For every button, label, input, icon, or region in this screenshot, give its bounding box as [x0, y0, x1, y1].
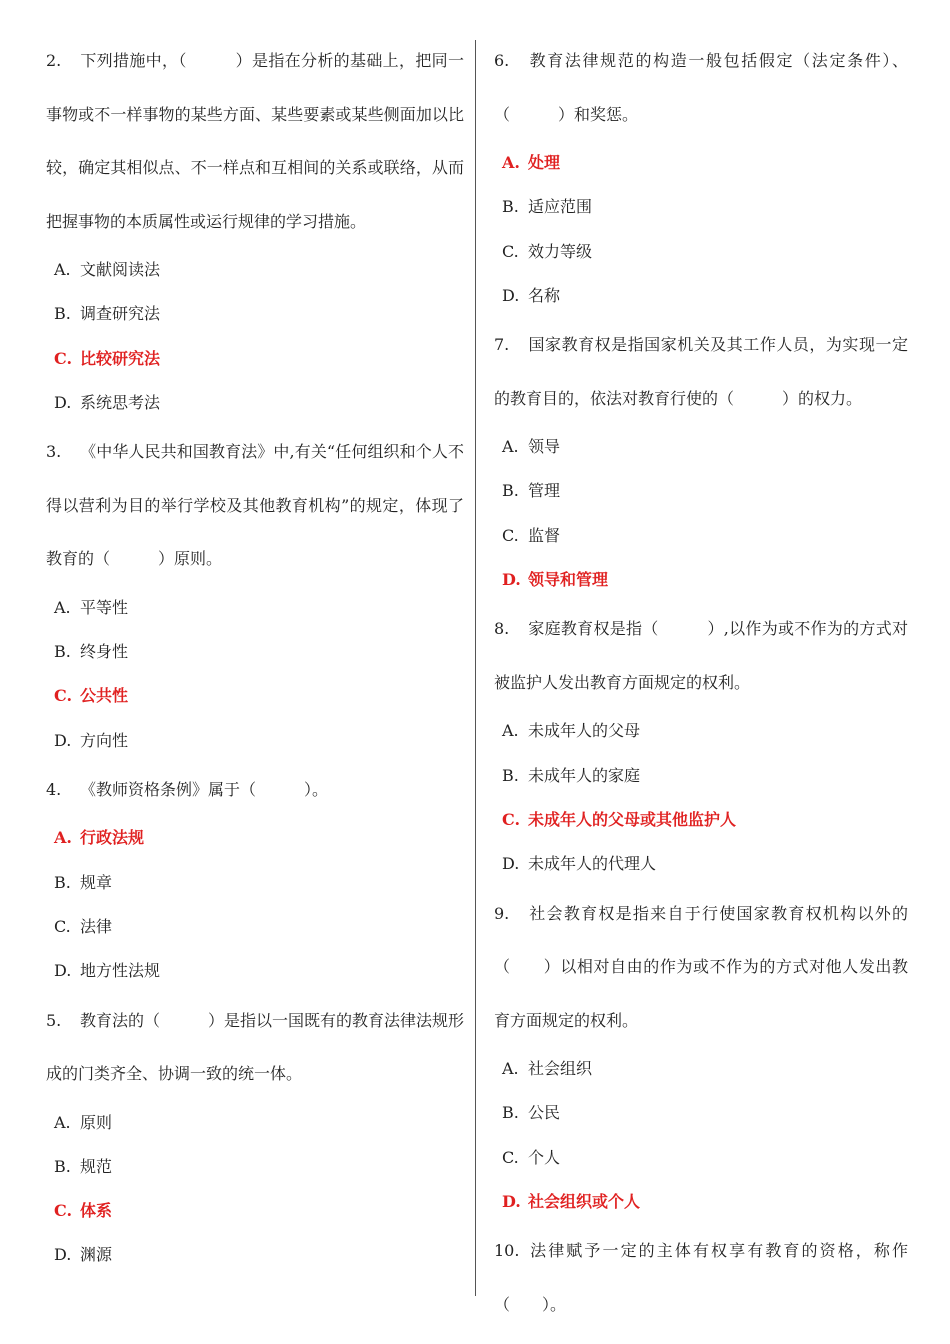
option-correct [494, 558, 908, 602]
option-text: 未成年人的家庭 [528, 765, 641, 785]
option-letter: C. [54, 916, 71, 936]
question-number: 4. [46, 779, 62, 799]
option [494, 425, 908, 469]
option-text: 终身性 [80, 641, 129, 661]
option-letter: B. [502, 765, 519, 785]
option-letter: D. [502, 285, 520, 305]
question [46, 763, 464, 994]
option-text: 比较研究法 [80, 348, 161, 368]
option-correct [494, 141, 908, 185]
option-letter: D. [54, 1245, 72, 1265]
option-text: 平等性 [80, 597, 129, 617]
option [46, 630, 464, 674]
option [494, 754, 908, 798]
option-list [494, 709, 908, 886]
option-text: 渊源 [80, 1245, 113, 1265]
option-correct [494, 798, 908, 842]
option [494, 274, 908, 318]
option-letter: A. [54, 1112, 71, 1132]
option-text: 名称 [528, 285, 561, 305]
option-letter: C. [54, 348, 73, 368]
option [46, 1145, 464, 1189]
question-text [494, 34, 908, 141]
option [46, 949, 464, 993]
option-list [494, 425, 908, 602]
option-letter: C. [502, 1147, 519, 1167]
option-text: 法律 [80, 916, 113, 936]
option [494, 514, 908, 558]
option-correct [46, 674, 464, 718]
option-correct [46, 337, 464, 381]
question-stem: 教育法的（ ）是指以一国既有的教育法律法规形成的门类齐全、协调一致的统一体。 [46, 1010, 465, 1084]
option-list [494, 1047, 908, 1224]
question-text [494, 318, 908, 425]
option-letter: A. [54, 260, 71, 279]
question-stem: 下列措施中，（ ）是指在分析的基础上，把同一事物或不一样事物的某些方面、某些要素或某些侧面加以比较，确定其相似点、不一样点和互相间的关系或联络，从而把握事物的本质属性或运行规律的学习措施。 [46, 51, 464, 231]
option-letter: D. [54, 730, 72, 750]
option-letter: D. [54, 392, 72, 412]
question-number: 8. [494, 619, 510, 639]
option-text: 行政法规 [80, 828, 145, 848]
question-text [46, 994, 464, 1101]
option-letter: A. [54, 828, 72, 848]
option-text: 原则 [80, 1112, 113, 1132]
question-number: 3. [46, 442, 62, 462]
question-stem: 教育法律规范的构造一般包括假定（法定条件）、（ ）和奖惩。 [494, 51, 908, 124]
question-number: 9. [494, 903, 510, 923]
option-letter: A. [502, 437, 519, 457]
question-text [46, 34, 464, 248]
left-column [46, 34, 464, 1278]
option [46, 905, 464, 949]
option-letter: D. [502, 570, 521, 590]
option [494, 1047, 908, 1091]
option [494, 842, 908, 886]
option [494, 185, 908, 229]
option [46, 292, 464, 336]
option [46, 1101, 464, 1145]
question-stem: 社会教育权是指来自于行使国家教育权机构以外的（ ）以相对自由的作为或不作为的方式对他人发出教育方面规定的权利。 [494, 903, 908, 1030]
question-text [494, 887, 908, 1048]
option-correct [46, 1189, 464, 1233]
question-number: 10. [494, 1241, 520, 1261]
option-letter: B. [502, 1103, 519, 1123]
option-letter: A. [502, 1059, 519, 1079]
question-stem: 国家教育权是指国家机关及其工作人员，为实现一定的教育目的，依法对教育行使的（ ）的权力。 [494, 335, 908, 408]
option-correct [494, 1180, 908, 1224]
question [494, 887, 908, 1225]
question [494, 34, 908, 318]
option-text: 未成年人的代理人 [528, 854, 657, 874]
option-letter: B. [502, 197, 519, 217]
question [46, 34, 464, 425]
option-letter: C. [502, 241, 519, 261]
option-text: 文献阅读法 [80, 260, 161, 279]
option-text: 处理 [528, 153, 561, 172]
option-text: 管理 [528, 481, 561, 501]
option-text: 个人 [528, 1147, 561, 1167]
option-letter: A. [502, 153, 520, 172]
column-divider [475, 40, 476, 1296]
question [46, 425, 464, 763]
option [494, 1136, 908, 1180]
option [494, 230, 908, 274]
question [46, 994, 464, 1278]
question [494, 1224, 908, 1331]
option-letter: C. [54, 686, 73, 706]
option-letter: B. [54, 304, 71, 324]
option-letter: D. [502, 854, 520, 874]
option-text: 领导 [528, 437, 561, 457]
option-correct [46, 816, 464, 860]
option [494, 469, 908, 513]
option-text: 公民 [528, 1103, 561, 1123]
option-letter: C. [502, 809, 521, 829]
option-letter: B. [54, 641, 71, 661]
option-letter: B. [502, 481, 519, 501]
option-text: 地方性法规 [80, 961, 161, 981]
option [46, 381, 464, 425]
option-letter: B. [54, 872, 71, 892]
option-text: 规范 [80, 1156, 113, 1176]
question-number: 6. [494, 51, 510, 70]
option-letter: C. [502, 525, 519, 545]
question [494, 602, 908, 886]
question-text [46, 425, 464, 586]
option [46, 719, 464, 763]
option-letter: B. [54, 1156, 71, 1176]
option [46, 861, 464, 905]
question [494, 318, 908, 602]
question-stem: 《教师资格条例》属于（ ）。 [80, 779, 329, 799]
option-text: 公共性 [80, 686, 129, 706]
question-number: 5. [46, 1010, 62, 1030]
option-list [46, 248, 464, 425]
option-list [494, 141, 908, 318]
option-list [46, 816, 464, 993]
option-list [46, 586, 464, 763]
option-text: 效力等级 [528, 241, 593, 261]
option-letter: D. [502, 1191, 521, 1211]
question-number: 2. [46, 51, 62, 70]
question-text [494, 602, 908, 709]
option-text: 社会组织 [528, 1059, 593, 1079]
option-text: 社会组织或个人 [528, 1191, 641, 1211]
question-number: 7. [494, 335, 510, 355]
question-text [46, 763, 464, 817]
option-text: 系统思考法 [80, 392, 161, 412]
question-stem: 《中华人民共和国教育法》中,有关“任何组织和个人不得以营利为目的举行学校及其他教育机构”的规定，体现了教育的（ ）原则。 [46, 442, 464, 569]
option-letter: C. [54, 1201, 73, 1221]
option-text: 未成年人的父母或其他监护人 [528, 809, 737, 829]
option-text: 监督 [528, 525, 561, 545]
option [46, 248, 464, 292]
option-text: 领导和管理 [528, 570, 609, 590]
option-list [46, 1101, 464, 1278]
question-stem: 家庭教育权是指（ ）,以作为或不作为的方式对被监护人发出教育方面规定的权利。 [494, 619, 908, 692]
option-letter: D. [54, 961, 72, 981]
option-text: 体系 [80, 1201, 113, 1221]
option [46, 586, 464, 630]
option-text: 方向性 [80, 730, 129, 750]
option-text: 调查研究法 [80, 304, 161, 324]
question-stem: 法律赋予一定的主体有权享有教育的资格，称作（ ）。 [494, 1241, 908, 1314]
right-column [494, 34, 908, 1331]
question-text [494, 1224, 908, 1331]
option-text: 未成年人的父母 [528, 721, 641, 741]
option-text: 规章 [80, 872, 113, 892]
option-letter: A. [54, 597, 71, 617]
option [494, 709, 908, 753]
option-letter: A. [502, 721, 519, 741]
option [494, 1091, 908, 1135]
option [46, 1233, 464, 1277]
option-text: 适应范围 [528, 197, 593, 217]
